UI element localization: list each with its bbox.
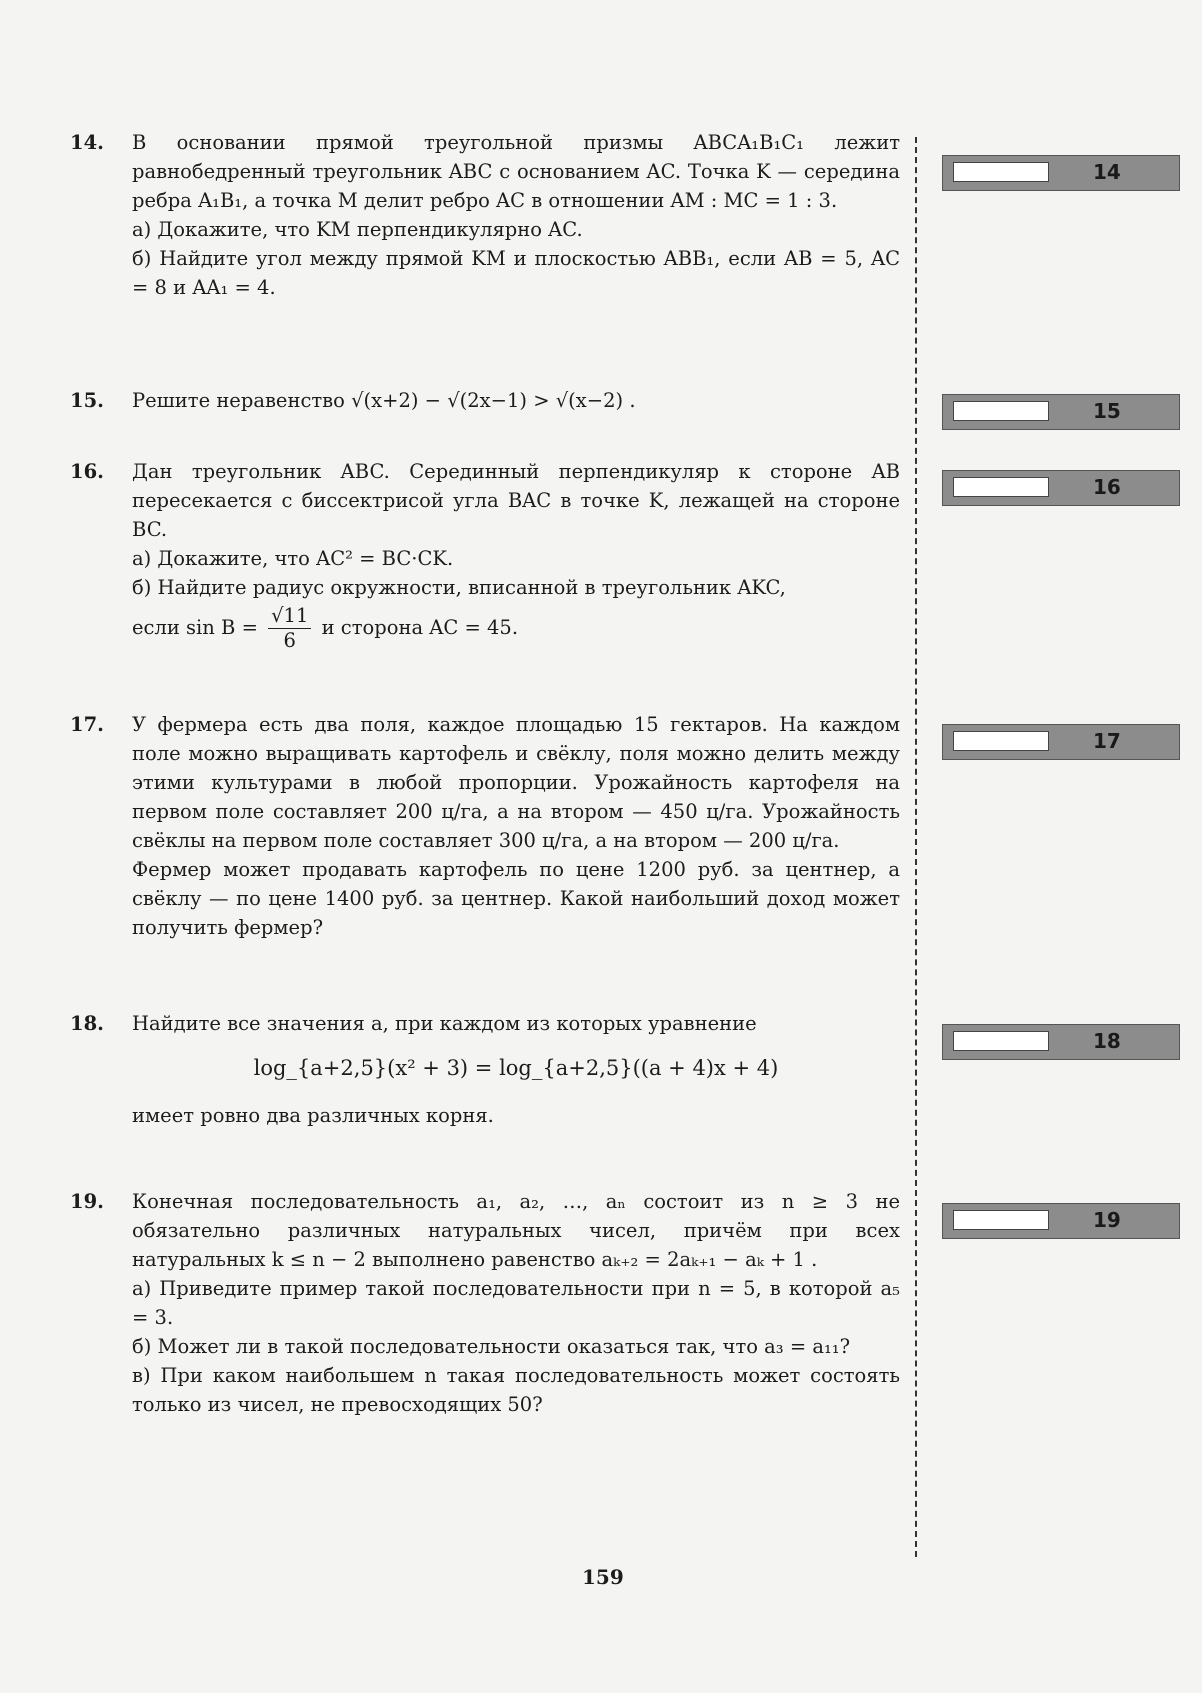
answer-field[interactable] xyxy=(953,1031,1049,1051)
answer-box-15: 15 xyxy=(942,394,1180,430)
problem-17 xyxy=(70,710,900,942)
answer-box-16: 16 xyxy=(942,470,1180,506)
answer-box-19: 19 xyxy=(942,1203,1180,1239)
problem-number: 19. xyxy=(70,1190,104,1213)
problem-number: 14. xyxy=(70,131,104,154)
problem-part-b: б) Найдите радиус окружности, вписанной в треугольник AKC, xyxy=(132,576,786,599)
problem-18 xyxy=(70,1009,900,1130)
problem-15 xyxy=(70,386,900,415)
answer-field[interactable] xyxy=(953,477,1049,497)
problem-part-c: в) При каком наибольшем n такая последовательность может состоять только из чисел, не превосходящих 50? xyxy=(132,1364,900,1416)
problem-text: Дан треугольник ABC. Серединный перпендикуляр к стороне AB пересекается с биссектрисой угла BAC в точке K, лежащей на стороне BC. xyxy=(132,460,900,541)
problem-number: 17. xyxy=(70,713,104,736)
problem-part-b: б) Может ли в такой последовательности оказаться так, что a₃ = a₁₁? xyxy=(132,1335,851,1358)
problem-number: 16. xyxy=(70,460,104,483)
answer-field[interactable] xyxy=(953,162,1049,182)
answer-field[interactable] xyxy=(953,1210,1049,1230)
problem-part-a: а) Докажите, что KM перпендикулярно AC. xyxy=(132,218,583,241)
problem-text: Конечная последовательность a₁, a₂, …, aₙ состоит из n ≥ 3 не обязательно различных натуральных чисел, причём при всех натуральных k ≤ n − 2 выполнено равенство aₖ₊₂ = 2aₖ₊₁ − aₖ + 1 . xyxy=(132,1190,900,1271)
problem-text: Найдите все значения a, при каждом из которых уравнение xyxy=(132,1012,757,1035)
problem-part-b: б) Найдите угол между прямой KM и плоскостью ABB₁, если AB = 5, AC = 8 и AA₁ = 4. xyxy=(132,247,900,299)
problem-question: Фермер может продавать картофель по цене 1200 руб. за центнер, а свёклу — по цене 1400 руб. за центнер. Какой наибольший доход может получить фермер? xyxy=(132,858,900,939)
problem-number: 15. xyxy=(70,389,104,412)
answer-box-18: 18 xyxy=(942,1024,1180,1060)
problem-part-a: а) Докажите, что AC² = BC·CK. xyxy=(132,547,454,570)
problem-text: Решите неравенство √(x+2) − √(2x−1) > √(x−2) . xyxy=(132,389,636,412)
problem-text: В основании прямой треугольной призмы ABCA₁B₁C₁ лежит равнобедренный треугольник ABC с основанием AC. Точка K — середина ребра A₁B₁, а точка M делит ребро AC в отношении AM : MC = 1 : 3. xyxy=(132,131,900,212)
answer-field[interactable] xyxy=(953,401,1049,421)
sin-fraction: $\frac{√11}{6}$ xyxy=(268,604,311,653)
problem-text: У фермера есть два поля, каждое площадью 15 гектаров. На каждом поле можно выращивать картофель и свёклу, поля можно делить между этими культурами в любой пропорции. Урожайность картофеля на первом поле составляет 200 ц/га, а на втором — 450 ц/га. Урожайность свёклы на первом поле составляет 300 ц/га, а на втором — 200 ц/га. xyxy=(132,713,900,852)
page-number: 159 xyxy=(582,1565,624,1589)
problem-16 xyxy=(70,457,900,653)
problem-number: 18. xyxy=(70,1012,104,1035)
answer-box-14: 14 xyxy=(942,155,1180,191)
problem-part-a: а) Приведите пример такой последовательности при n = 5, в которой a₅ = 3. xyxy=(132,1277,900,1329)
problem-14 xyxy=(70,128,900,302)
answer-field[interactable] xyxy=(953,731,1049,751)
problem-19 xyxy=(70,1187,900,1419)
log-equation: log_{a+2,5}(x² + 3) = log_{a+2,5}((a + 4)x + 4) xyxy=(253,1056,779,1080)
answer-box-17: 17 xyxy=(942,724,1180,760)
problem-part-b-condition: если sin B = $\frac{√11}{6}$ и сторона AC = 45. xyxy=(132,604,519,652)
problem-text-after: имеет ровно два различных корня. xyxy=(132,1104,494,1127)
dashed-cut-line xyxy=(915,137,917,1557)
